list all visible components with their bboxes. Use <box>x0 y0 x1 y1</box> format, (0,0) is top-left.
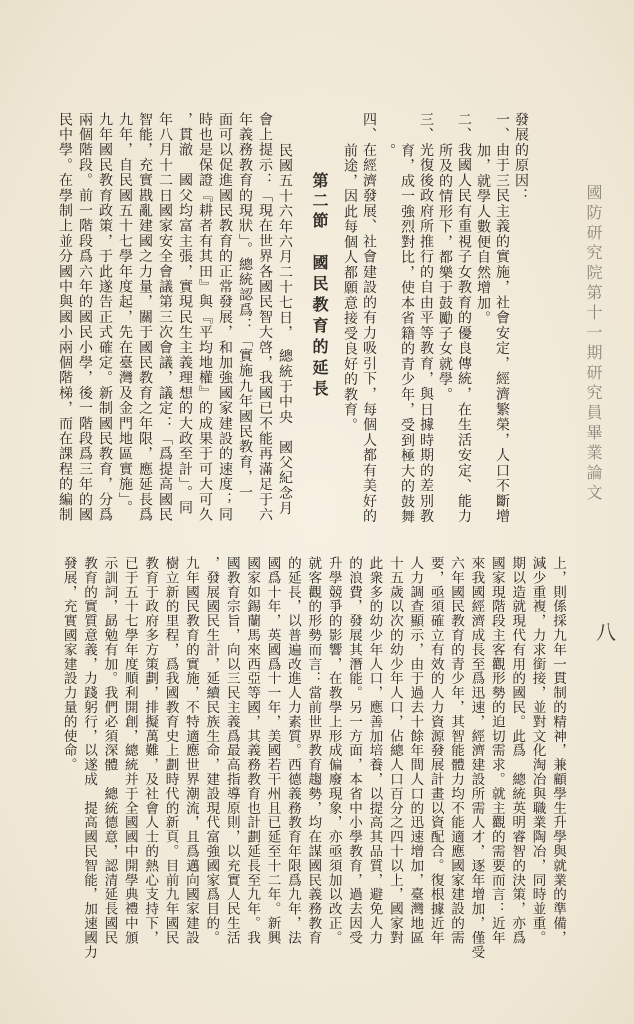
text-column: 民中學。在學制上並分國中與國小兩個階梯，而在課程的編制 <box>57 112 73 523</box>
text-column: 民國五十六年六月二十七日， 總統于中央 國父紀念月 <box>277 143 293 516</box>
text-column: 國家現階段主客觀形勢的迫切需求。就主觀的需要而言：近年 <box>488 556 505 945</box>
text-column: 。 <box>380 143 396 159</box>
text-column: 年義務教育的現狀」。總統認爲：「實施九年國民教育，一 <box>237 112 253 501</box>
text-column: 加，就學人數便自然增加。 <box>475 143 491 327</box>
text-column: 九年，自民國五十七學年度起，先在臺灣及金門地區實施」。 <box>117 112 133 516</box>
text-column: 教育于政府多方策劃，排擬萬難，及社會人士的熱心支持下， <box>142 556 159 945</box>
text-column: 二、我國人民有重視子女教育的優良傳統，在生活安定、能力 <box>456 112 472 525</box>
text-column: 兩個階段。前一階段爲六年的國民小學，後一階段爲三年的國 <box>77 112 93 523</box>
text-block-lower <box>58 556 568 960</box>
text-column: 樹立新的里程，爲我國教育史上劃時代的新頁。目前九年國民 <box>162 556 179 945</box>
text-column: 示訓詞，勗勉有加。我們必須深體 總統德意，認清延長國民 <box>101 556 118 945</box>
text-column: 的浪費，發展其潛能。另一方面，本省中小學教育，過去因受 <box>346 556 363 945</box>
text-column: 面可以促進國民教育的正常發展，和加強國家建設的速度；同 <box>217 112 233 523</box>
text-column: 國爲十年，英國爲十一年，美國若干州且已延至十二年。新興 <box>264 556 281 945</box>
section-heading <box>308 172 330 401</box>
text-column: 發展，充實國家建設力量的使命。 <box>60 556 77 772</box>
text-column: 就客觀的形勢而言：當前世界教育趨勢，均在謀國民義務教育 <box>305 556 322 945</box>
text-block-upper-left <box>55 112 295 532</box>
text-column: 育，成一強烈對比，使本省籍的青少年，受到極大的鼓舞 <box>399 143 415 525</box>
text-column: 三、光復後政府所推行的自由平等教育，與日據時期的差別教 <box>418 112 434 525</box>
text-column: 時也是保證『耕者有其田』與『平均地權』的成果于可大可久 <box>197 112 213 523</box>
text-block-upper-right <box>340 112 530 532</box>
text-column: 發展的原因： <box>513 112 529 204</box>
running-header: 國防研究院第十一期研究員畢業論文 <box>584 184 603 504</box>
text-column: 升學競爭的影響，在教學上形成偏廢現象，亦亟須加以改正。 <box>325 556 342 945</box>
text-column: 減少重複，力求銜接，並對文化淘冶與職業陶冶，同時並重。 <box>529 556 546 945</box>
text-column: 十五歲以次的幼少年人口，佔總人口百分之四十以上，國家對 <box>386 556 403 945</box>
text-column: 六年國民教育的青少年，其智能體力均不能適應國家建設的需 <box>448 556 465 945</box>
text-column: 前途，因此每個人都願意接受良好的教育。 <box>342 143 358 433</box>
text-column: 年八月十二日國家安全會議第三次會議，議定：「爲提高國民 <box>157 112 173 523</box>
text-column: 已于五十七學年度順利開創，總統并于全國國中開學典禮中頒 <box>121 556 138 945</box>
text-column: ，貫澈 國父均富主張，實現民生主義理想的大政至計」。同 <box>177 112 193 516</box>
section-title: 國民教育的延長 <box>310 254 329 401</box>
text-column: 九年國民教育政策，于此遂告正式確定。新制國民教育，分爲 <box>97 112 113 523</box>
text-column: 來我國經濟成長至爲迅速，經濟建設所需人才，逐年增加，僅受 <box>468 556 485 960</box>
text-column: 一、由于三民主義的實施，社會安定，經濟繁榮，人口不斷增 <box>494 112 510 525</box>
text-column: 會上提示：「現在世界各國民智大啓，我國已不能再滿足于六 <box>257 112 273 523</box>
text-column: 國教育宗旨，向以三民主義爲最高指導原則，以充實人民生活 <box>223 556 240 945</box>
text-column: 此衆多的幼少年人口，應善加培養，以提高其品質，避免人力 <box>366 556 383 945</box>
text-column: ，發展國民生計，延續民族生命，建設現代富強國家爲目的。 <box>203 556 220 945</box>
text-column: 教育的實質意義，力踐躬行，以遂成 提高國民智能，加速國力 <box>81 556 98 960</box>
text-column: 的延長，以普遍改進人力素質。西德義務教育年限爲九年，法 <box>284 556 301 945</box>
text-column: 智能，充實戡亂建國之力量，關于國民教育之年限，應延長爲 <box>137 112 153 523</box>
section-number: 第二節 <box>310 172 329 232</box>
text-column: 九年國民教育的實施，不特適應世界潮流，且爲邁向國家建設 <box>182 556 199 945</box>
text-column: 人力調查顯示，由于過去十餘年間人口的迅速增加，臺灣地區 <box>407 556 424 945</box>
text-column: 國家如錫蘭馬來西亞等國，其義務教育也計劃延長至九年。我 <box>244 556 261 945</box>
text-column: 上，則係採九年一貫制的精神，兼顧學生升學與就業的準備， <box>550 556 566 945</box>
text-column: 所及的情形下，都樂于鼓勵子女就學。 <box>437 143 453 403</box>
page-number: 八 <box>596 620 616 644</box>
text-column: 四、在經濟發展、社會建設的有力吸引下，每個人都有美好的 <box>361 112 377 525</box>
text-column: 期以造就現代有用的國民。此爲 總統英明睿智的決策，亦爲 <box>509 556 526 945</box>
text-column: 要，亟須確立有效的人力資源發展計畫以資配合。復根據近年 <box>427 556 444 945</box>
